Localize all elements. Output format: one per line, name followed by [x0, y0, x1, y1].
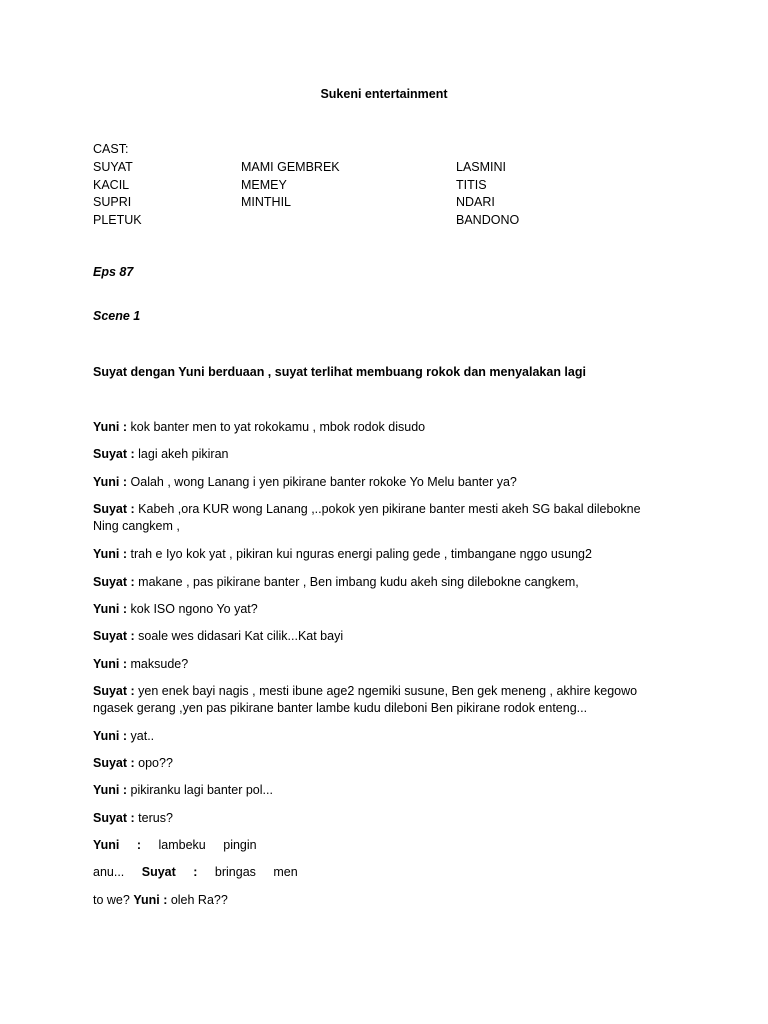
speaker-separator: :: [119, 547, 131, 561]
speaker-separator: :: [159, 893, 171, 907]
speaker-name: Yuni: [93, 602, 120, 616]
dialogue-text: makane , pas pikirane banter , Ben imbang kudu akeh sing dilebokne cangkem,: [138, 575, 579, 589]
episode-heading: Eps 87: [93, 265, 134, 279]
dialogue-line: [93, 864, 665, 881]
dialogue-text: lagi akeh pikiran: [138, 447, 229, 461]
dialogue-line: [93, 683, 665, 717]
dialogue-text: Oalah , wong Lanang i yen pikirane banter rokoke Yo Melu banter ya?: [130, 475, 517, 489]
speaker-name: Yuni: [93, 783, 120, 797]
speaker-name: Yuni: [93, 838, 120, 852]
cast-name: SUPRI: [93, 195, 132, 209]
dialogue-line: [93, 656, 665, 673]
dialogue-text: Kabeh ,ora KUR wong Lanang ,..pokok yen pikirane banter mesti akeh SG bakal dilebokne Ning cangkem ,: [93, 502, 641, 533]
dialogue-text: soale wes didasari Kat cilik...Kat bayi: [138, 629, 344, 643]
dialogue-line: [93, 810, 665, 827]
speaker-separator: :: [127, 756, 139, 770]
dialogue-text: kok ISO ngono Yo yat?: [130, 602, 258, 616]
speaker-name: Suyat: [93, 756, 128, 770]
dialogue-text: to we?: [93, 893, 134, 907]
dialogue-text: terus?: [138, 811, 173, 825]
cast-label: CAST:: [93, 142, 129, 156]
dialogue-text: trah e Iyo kok yat , pikiran kui nguras energi paling gede , timbangane nggo usung2: [130, 547, 592, 561]
speaker-name: Yuni: [93, 657, 120, 671]
cast-name: MEMEY: [241, 177, 287, 192]
speaker-name: Yuni: [133, 893, 160, 907]
speaker-separator: :: [119, 729, 131, 743]
speaker-separator: :: [119, 657, 131, 671]
dialogue-line: [93, 892, 665, 909]
dialogue-line: [93, 574, 665, 591]
dialogue-text: kok banter men to yat rokokamu , mbok rodok disudo: [130, 420, 426, 434]
speaker-name: Suyat: [93, 447, 128, 461]
dialogue-text: yen enek bayi nagis , mesti ibune age2 ngemiki susune, Ben gek meneng , akhire kegowo ngasek gerang ,yen pas pikirane banter lambe kudu dileboni Ben pikirane rodok enteng...: [93, 684, 638, 715]
cast-name: TITIS: [456, 177, 487, 192]
dialogue-text: anu...: [93, 865, 142, 879]
dialogue-line: [93, 628, 665, 645]
scene-heading: Scene 1: [93, 309, 141, 323]
speaker-name: Suyat: [93, 502, 128, 516]
dialogue-line: [93, 419, 665, 436]
dialogue-text: bringas men: [214, 865, 298, 879]
speaker-separator: :: [175, 865, 215, 879]
dialogue-text: maksude?: [130, 657, 189, 671]
speaker-name: Suyat: [93, 629, 128, 643]
stage-direction: Suyat dengan Yuni berduaan , suyat terlihat membuang rokok dan menyalakan lagi: [93, 365, 586, 379]
speaker-name: Yuni: [93, 729, 120, 743]
speaker-name: Yuni: [93, 420, 120, 434]
cast-name: KACIL: [93, 177, 130, 192]
dialogue-line: [93, 755, 665, 772]
dialogue-line: [93, 501, 665, 535]
speaker-separator: :: [119, 602, 131, 616]
speaker-separator: :: [119, 783, 131, 797]
dialogue-text: opo??: [138, 756, 173, 770]
speaker-name: Suyat: [93, 811, 128, 825]
speaker-separator: :: [127, 502, 139, 516]
cast-name: PLETUK: [93, 212, 142, 227]
dialogue-line: [93, 837, 665, 854]
dialogue-line: [93, 782, 665, 799]
cast-name: BANDONO: [456, 212, 520, 227]
cast-name: SUYAT: [93, 160, 133, 174]
speaker-separator: :: [127, 447, 139, 461]
speaker-separator: :: [127, 684, 139, 698]
dialogue-text: lambeku pingin: [158, 838, 257, 852]
speaker-name: Suyat: [93, 575, 128, 589]
speaker-separator: :: [127, 575, 139, 589]
cast-name: LASMINI: [456, 160, 507, 174]
dialogue-text: pikiranku lagi banter pol...: [130, 783, 273, 797]
speaker-separator: :: [119, 475, 131, 489]
cast-name: MINTHIL: [241, 195, 291, 209]
speaker-name: Suyat: [93, 684, 128, 698]
speaker-name: Yuni: [93, 547, 120, 561]
speaker-separator: :: [119, 420, 131, 434]
dialogue-line: [93, 601, 665, 618]
speaker-name: Suyat: [141, 865, 176, 879]
document-title: Sukeni entertainment: [320, 87, 448, 101]
dialogue-line: [93, 546, 665, 563]
speaker-separator: :: [127, 629, 139, 643]
cast-column-2: [241, 159, 340, 212]
cast-column-1: [93, 159, 142, 229]
dialogue-text: yat..: [130, 729, 155, 743]
speaker-separator: :: [119, 838, 159, 852]
dialogue-line: [93, 446, 665, 463]
cast-column-3: [456, 159, 519, 229]
dialogue-line: [93, 474, 665, 491]
cast-name: MAMI GEMBREK: [241, 160, 340, 174]
cast-name: NDARI: [456, 195, 495, 209]
speaker-separator: :: [127, 811, 139, 825]
dialogue-text: oleh Ra??: [170, 893, 228, 907]
speaker-name: Yuni: [93, 475, 120, 489]
dialogue-line: [93, 728, 665, 745]
